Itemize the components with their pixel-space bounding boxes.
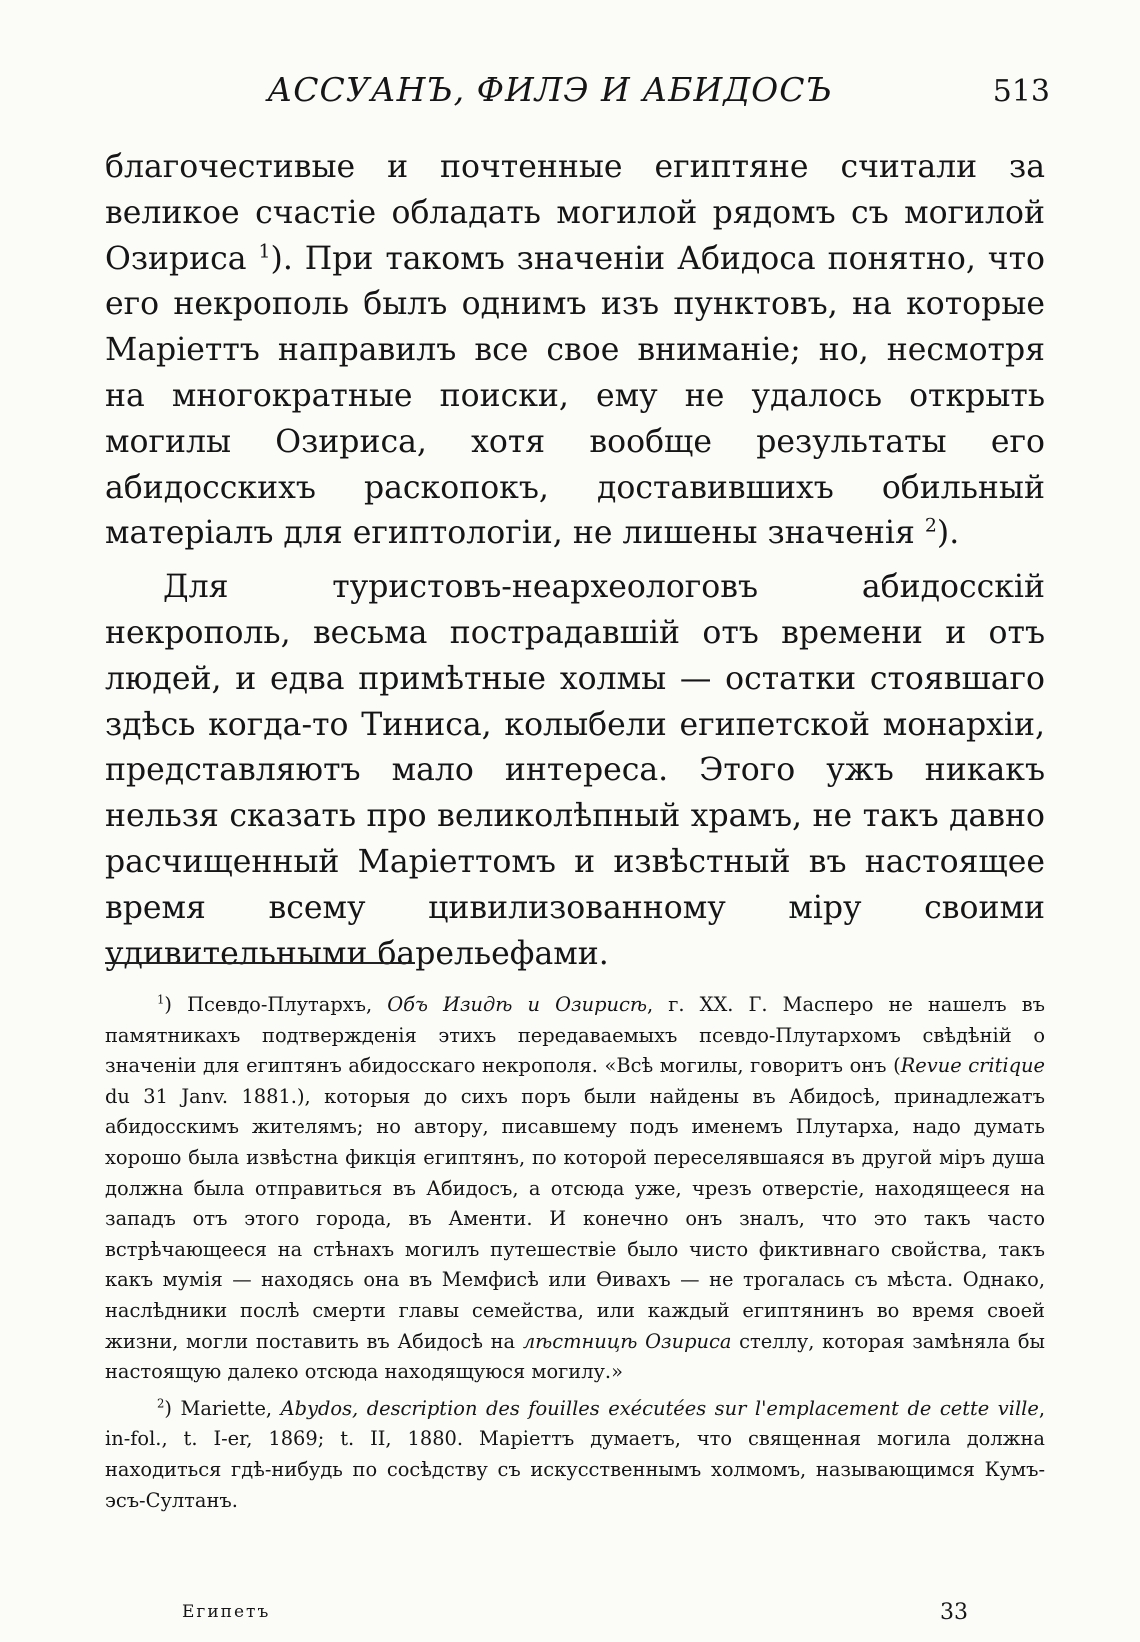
footnote-1-part-2: , г. XX. Г. Масперо не нашелъ въ памятникахъ подтвержденія этихъ передаваемыхъ псевдо-Плутархомъ свѣдѣній о значеніи для египтянъ абидосскаго некрополя. «Всѣ могилы, говоритъ онъ ( [105,993,1045,1078]
footnote-2-part-1: ) Mariette, [164,1396,281,1420]
paragraph-1-part-1: благочестивые и почтенные египтяне считали за великое счастіе обладать могилой рядомъ съ могилой Озириса [105,149,1045,277]
footnote-1-italic-3: лѣстницѣ Озириса [522,1329,732,1353]
footnote-2-marker: 2 [157,1396,165,1411]
footnote-1-part-1: ) Псевдо-Плутархъ, [164,993,388,1016]
running-title: АССУАНЪ, ФИЛЭ И АБИДОСЪ [267,70,833,109]
footnote-1-part-3: du 31 Janv. 1881.), которыя до сихъ поръ были найдены въ Абидосѣ, принадлежатъ абидосскимъ жителямъ; но автору, писавшему подъ именемъ Плутарха, надо думать хорошо была извѣстна фикція египтянъ, по которой переселявшаяся въ другой міръ душа должна была отправиться въ Абидосъ, а отсюда уже, чрезъ отверстіе, находящееся на западъ отъ этого города, въ Аменти. И конечно онъ зналъ, что это такъ часто встрѣчающееся на стѣнахъ могилъ путешествіе было чисто фиктивнаго свойства, такъ какъ мумія — находясь она въ Мемфисѣ или Ѳивахъ — не трогалась съ мѣста. Однако, наслѣдники послѣ смерти главы семейства, или каждый египтянинъ во время своей жизни, могли поставить въ Абидосѣ на [105,1084,1045,1353]
footnote-1-part-4: стеллу, которая замѣняла бы настоящую далеко отсюда находящуюся могилу.» [105,1329,1045,1384]
footnote-1-italic-1: Объ Изидѣ и Озирисѣ [387,993,647,1016]
footnotes [105,990,1045,1516]
footnote-1-italic-2: Revue critique [900,1054,1046,1078]
sheet-number: 33 [940,1600,968,1625]
footnote-2-part-2: , in-fol., t. I-er, 1869; t. II, 1880. Маріеттъ думаетъ, что священная могила должна находиться гдѣ-нибудь по сосѣдству съ искусственнымъ холмомъ, называющимся Кумъ-эсъ-Султанъ. [105,1396,1045,1512]
footnote-divider [105,962,415,964]
paragraph-2: Для туристовъ-неархеологовъ абидосскій некрополь, весьма пострадавшій отъ времени и отъ людей, и едва примѣтные холмы — остатки стоявшаго здѣсь когда-то Тиниса, колыбели египетской монархіи, представляютъ мало интереса. Этого ужъ никакъ нельзя сказать про великолѣпный храмъ, не такъ давно расчищенный Маріеттомъ и извѣстный въ настоящее время всему цивилизованному міру своими удивительными барельефами. [105,569,1045,972]
page-footer [0,1600,1140,1632]
footnote-2-italic-1: Abydos, description des fouilles exécutées sur l'emplacement de cette ville [280,1396,1039,1420]
page-number: 513 [992,74,1050,109]
footnote-1 [105,990,1045,1388]
signature-mark: Египетъ [182,1602,271,1622]
footnote-1-marker: 1 [157,992,165,1007]
footnote-2 [105,1394,1045,1516]
main-text [105,145,1045,977]
footnote-ref-1: 1 [258,240,271,263]
footnote-ref-1-paren: ) [270,240,283,277]
paragraph-1 [105,145,1045,557]
page-header [0,60,1140,120]
paragraph-1-part-2: . При такомъ значеніи Абидоса понятно, что его некрополь былъ однимъ изъ пунктовъ, на которые Маріеттъ направилъ все свое вниманіе; но, несмотря на многократные поиски, ему не удалось открыть могилы Озириса, хотя вообще результаты его абидосскихъ раскопокъ, доставившихъ обильный матеріалъ для египтологіи, не лишены значенія [105,240,1045,552]
paragraph-1-part-3: . [949,515,960,552]
footnote-ref-2: 2 [924,514,937,537]
footnote-ref-2-paren: ) [936,515,950,552]
